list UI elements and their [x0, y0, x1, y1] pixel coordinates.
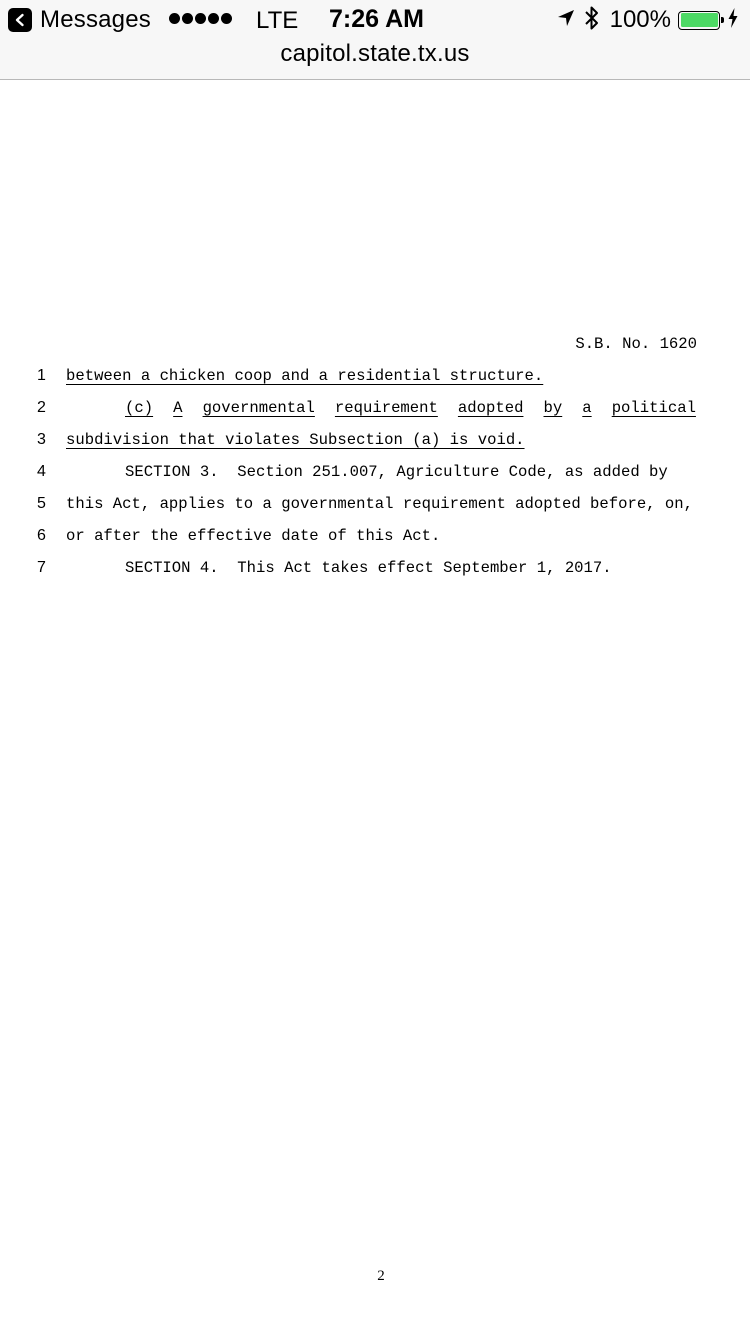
battery-icon — [678, 11, 720, 30]
browser-chrome — [0, 0, 750, 80]
line-number: 4 — [37, 463, 46, 480]
line-word: requirement — [334, 399, 438, 417]
line-number: 1 — [37, 367, 46, 384]
bill-number: S.B. No. 1620 — [575, 335, 697, 353]
line-text: this Act, applies to a governmental requirement adopted before, on, — [66, 495, 693, 513]
battery-percent: 100% — [609, 6, 671, 33]
document-line — [0, 399, 750, 431]
back-app-label: Messages — [40, 6, 151, 33]
charging-bolt-icon — [728, 8, 738, 33]
location-arrow-icon — [556, 8, 576, 33]
line-number: 2 — [37, 399, 46, 416]
address-bar[interactable]: capitol.state.tx.us — [280, 40, 470, 67]
line-number: 5 — [37, 495, 46, 512]
battery-level-fill — [681, 13, 718, 27]
page-number: 2 — [377, 1268, 385, 1284]
status-bar — [0, 0, 750, 40]
line-word: by — [543, 399, 563, 417]
line-text: between a chicken coop and a residential structure. — [66, 367, 544, 385]
line-word: a — [582, 399, 592, 417]
status-time: 7:26 AM — [329, 5, 424, 33]
line-word: governmental — [202, 399, 315, 417]
document-line — [0, 559, 750, 591]
line-text — [125, 399, 696, 417]
line-number: 6 — [37, 527, 46, 544]
line-text: SECTION 4. This Act takes effect September 1, 2017. — [125, 559, 612, 577]
line-number: 3 — [37, 431, 46, 448]
document-line — [0, 463, 750, 495]
battery-nub — [721, 17, 724, 23]
line-word: adopted — [457, 399, 524, 417]
line-number: 7 — [37, 559, 46, 576]
line-text: subdivision that violates Subsection (a) is void. — [66, 431, 525, 449]
document-line — [0, 431, 750, 463]
line-word: A — [173, 399, 183, 417]
line-text: SECTION 3. Section 251.007, Agriculture Code, as added by — [125, 463, 668, 481]
bluetooth-icon — [584, 5, 600, 36]
document-line — [0, 527, 750, 559]
document-page — [0, 80, 750, 1334]
document-line — [0, 495, 750, 527]
document-line — [0, 367, 750, 399]
line-word: (c) — [125, 399, 154, 417]
line-text: or after the effective date of this Act. — [66, 527, 441, 545]
status-indicators — [556, 6, 738, 34]
network-type: LTE — [256, 7, 299, 34]
line-word: political — [611, 399, 696, 417]
